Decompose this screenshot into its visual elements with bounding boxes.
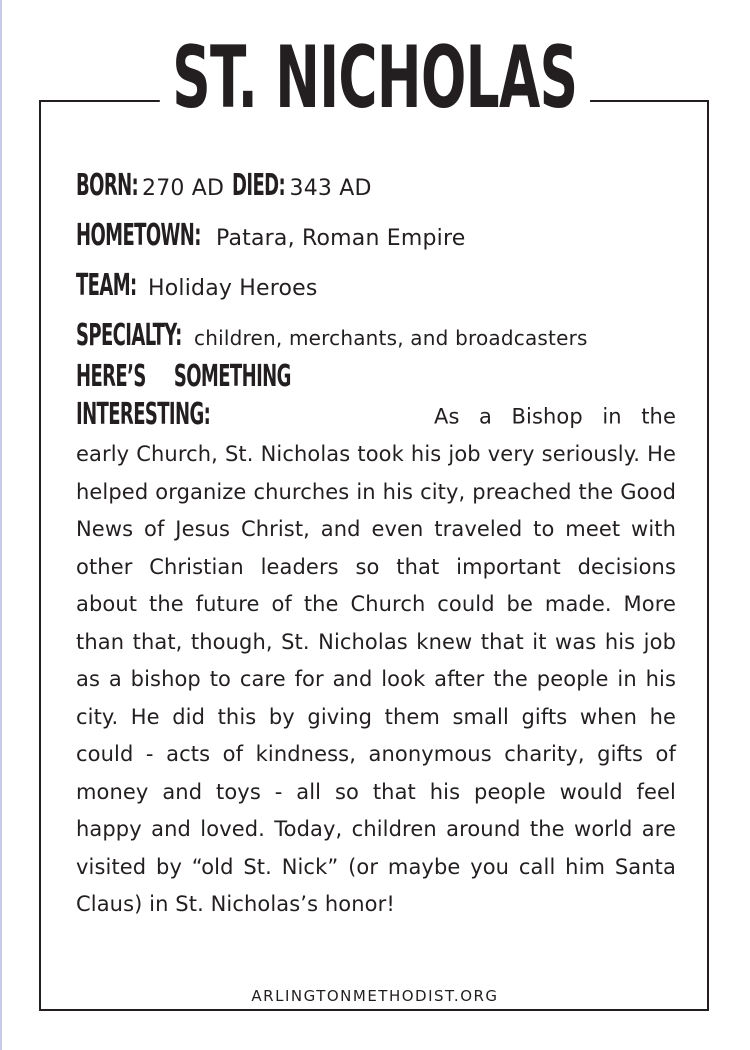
hometown-line xyxy=(76,208,676,258)
page-edge xyxy=(0,0,2,1050)
interesting-label: HERE’S SOMETHING INTERESTING: xyxy=(76,359,291,432)
card-title-wrapper xyxy=(0,28,750,128)
specialty-value: children, merchants, and broadcasters xyxy=(194,326,588,350)
died-label: DIED: xyxy=(231,168,285,203)
born-died-line xyxy=(76,158,676,208)
died-value: 343 AD xyxy=(289,176,372,201)
hometown-label: HOMETOWN: xyxy=(76,218,201,253)
born-value: 270 AD xyxy=(142,176,225,201)
team-value: Holiday Heroes xyxy=(148,276,318,301)
hometown-value: Patara, Roman Empire xyxy=(216,226,466,251)
specialty-line xyxy=(76,308,676,358)
specialty-label: SPECIALTY: xyxy=(76,318,182,353)
card-content xyxy=(76,158,676,924)
team-label: TEAM: xyxy=(76,268,137,303)
team-line xyxy=(76,258,676,308)
website-footer: ARLINGTONMETHODIST.ORG xyxy=(251,987,499,1005)
card-title: ST. NICHOLAS xyxy=(160,28,590,128)
interesting-text: As a Bishop in the early Church, St. Nicholas took his job very seriously. He helped organize churches in his city, preached the Good News of Jesus Christ, and even traveled to meet with other Christian leaders so that important decisions about the future of the Church could be made. More than that, though, St. Nicholas knew that it was his job as a bishop to care for and look after the people in his city. He did this by giving them small gifts when he could - acts of kindness, anonymous charity, gifts of money and toys - all so that his people would feel happy and loved. Today, children around the world are visited by “old St. Nick” (or maybe you call him Santa Claus) in St. Nicholas’s honor! xyxy=(76,404,676,916)
interesting-paragraph xyxy=(76,358,676,924)
born-label: BORN: xyxy=(76,168,139,203)
